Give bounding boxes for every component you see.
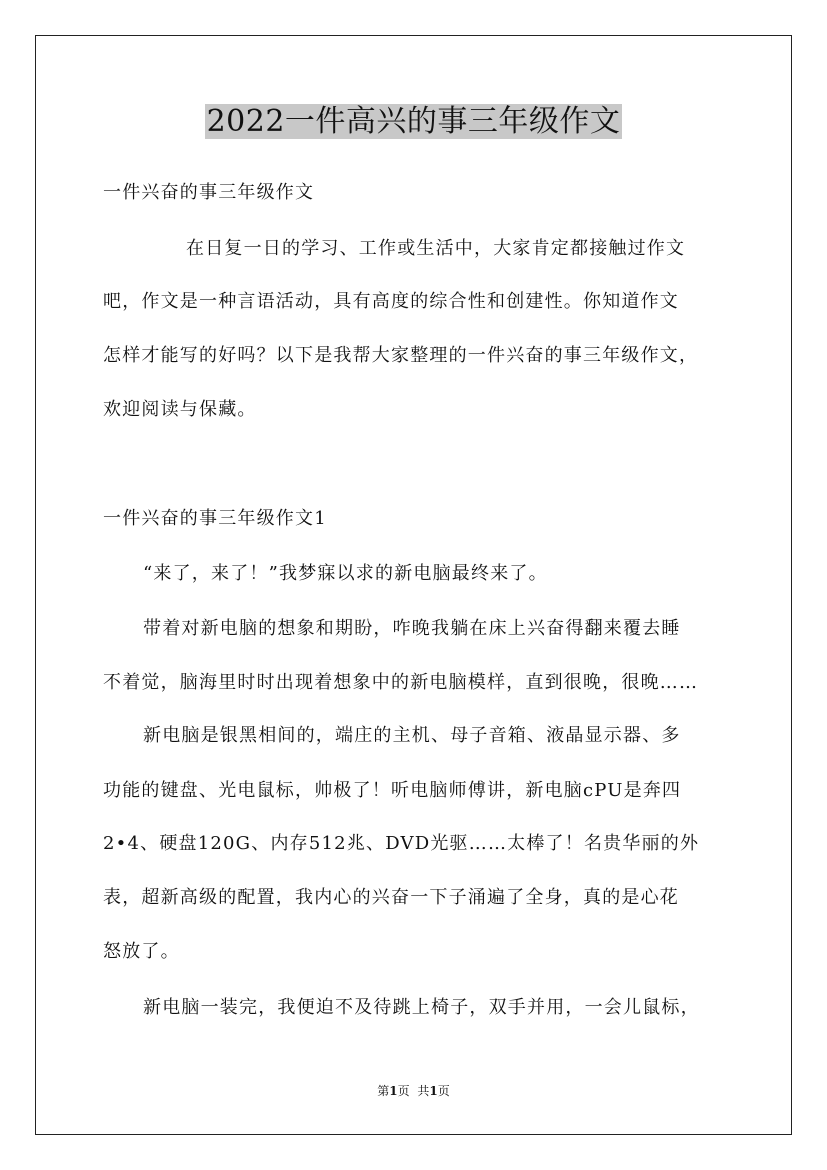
section-heading-essay-1: 一件兴奋的事三年级作文1: [103, 508, 327, 529]
paragraph-line: 欢迎阅读与保藏。: [103, 399, 257, 420]
paragraph-line: 吧，作文是一种言语活动，具有高度的综合性和创建性。你知道作文: [103, 291, 679, 312]
page-footer: [0, 1083, 827, 1099]
footer-page-number: 1: [389, 1084, 398, 1098]
paragraph-line: 新电脑一装完，我便迫不及待跳上椅子，双手并用，一会儿鼠标，: [143, 997, 700, 1018]
document-title: 2022一件高兴的事三年级作文: [206, 104, 621, 139]
footer-page-unit: 页: [397, 1084, 410, 1098]
paragraph-line: 新电脑是银黑相间的，端庄的主机、母子音箱、液晶显示器、多: [143, 725, 681, 746]
section-heading-intro: 一件兴奋的事三年级作文: [103, 182, 315, 203]
footer-total-number: 1: [429, 1084, 438, 1098]
footer-total-unit: 页: [437, 1084, 450, 1098]
paragraph-line: 表，超新高级的配置，我内心的兴奋一下子涌遍了全身，真的是心花: [103, 887, 679, 908]
footer-total-label: 共: [417, 1084, 430, 1098]
paragraph-line: 带着对新电脑的想象和期盼，咋晚我躺在床上兴奋得翻来覆去睡: [143, 618, 681, 639]
paragraph-line: 不着觉，脑海里时时出现着想象中的新电脑模样，直到很晚，很晚……: [103, 672, 699, 693]
footer-page-label: 第: [377, 1084, 390, 1098]
paragraph-line: 在日复一日的学习、工作或生活中，大家肯定都接触过作文: [186, 238, 686, 259]
document-title-wrap: [0, 101, 827, 143]
paragraph-line: “来了，来了！”我梦寐以求的新电脑最终来了。: [143, 563, 548, 584]
paragraph-line: 2•4、硬盘120G、内存512兆、DVD光驱……太棒了！名贵华丽的外: [103, 833, 700, 854]
paragraph-line: 怒放了。: [103, 941, 180, 962]
paragraph-line: 功能的键盘、光电鼠标，帅极了！听电脑师傅讲，新电脑cPU是奔四: [103, 780, 682, 801]
paragraph-line: 怎样才能写的好吗？以下是我帮大家整理的一件兴奋的事三年级作文，: [103, 345, 699, 366]
